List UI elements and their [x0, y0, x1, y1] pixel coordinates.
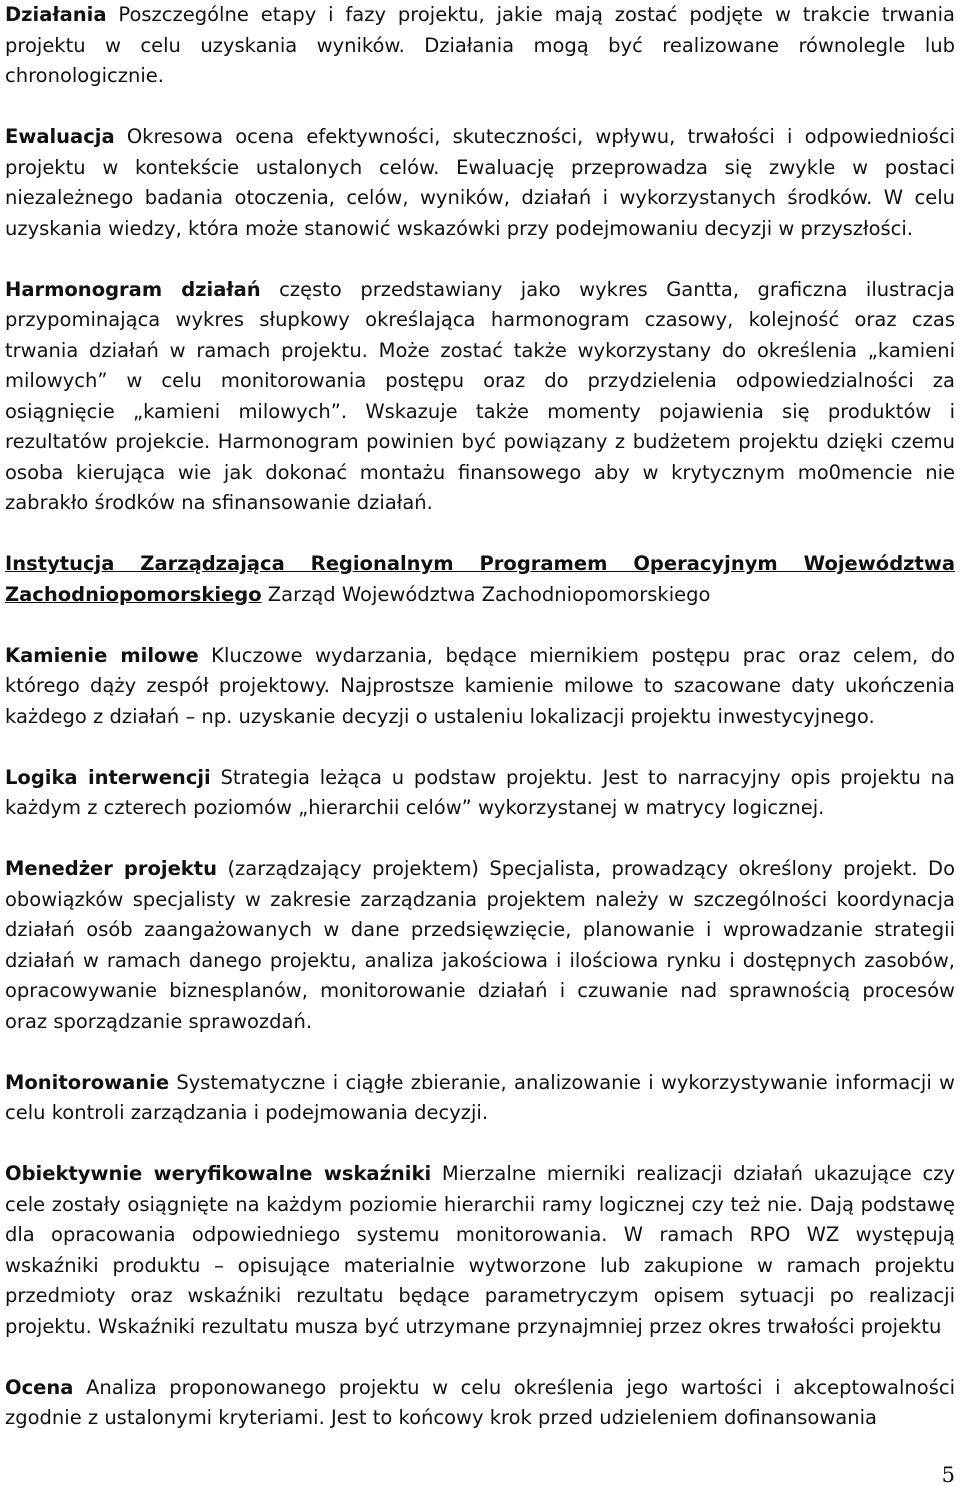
entry-ocena — [5, 1373, 955, 1434]
entry-term: Logika interwencji — [5, 765, 211, 789]
entry-term: Ewaluacja — [5, 125, 115, 148]
entry-definition: Mierzalne mierniki realizacji działań ukazujące czy cele zostały osiągnięte na każdym poziomie hierarchii ramy logicznej czy też nie. Dają podstawę dla opracowania odpowiedniego systemu monitorowania. W ramach RPO WZ występują wskaźniki produktu – opisujące materialnie wytworzone lub zakupione w ramach projektu przedmioty oraz wskaźniki rezultatu będące parametryczym opisem sytuacji po realizacji projektu. Wskaźniki rezultatu musza być utrzymane przynajmniej przez okres trwałości projektu — [5, 1162, 955, 1338]
entry-logika-interwencji — [5, 763, 955, 824]
entry-ewaluacja — [5, 122, 955, 244]
entry-instytucja-zarzadzajaca — [5, 549, 955, 610]
entry-term: Monitorowanie — [5, 1070, 170, 1094]
entry-definition: Zarząd Województwa Zachodniopomorskiego — [267, 582, 711, 606]
document-page — [5, 0, 955, 1464]
entry-term: Menedżer projektu — [5, 857, 217, 880]
entry-definition: (zarządzający projektem) Specjalista, prowadzący określony projekt. Do obowiązków specjalisty w zakresie zarządzania projektem należy w szczególności koordynacja działań osób zaangażowanych w dane przedsięwzięcie, planowanie i wprowadzanie strategii działań w ramach danego projektu, analiza jakościowa i ilościowa rynku i dostępnych zasobów, opracowywanie biznesplanów, monitorowanie działań i czuwanie nad sprawnością procesów oraz sporządzanie sprawozdań. — [5, 857, 955, 1033]
entry-dzialania — [5, 0, 955, 92]
entry-term: Obiektywnie weryfikowalne wskaźniki — [5, 1162, 432, 1185]
entry-kamienie-milowe — [5, 641, 955, 733]
entry-term: Kamienie milowe — [5, 643, 199, 667]
page-number: 5 — [941, 1463, 955, 1487]
entry-definition: często przedstawiany jako wykres Gantta, graficzna ilustracja przypominająca wykres słupkowy określająca harmonogram czasowy, kolejność oraz czas trwania działań w ramach projektu. Może zostać także wykorzystany do określenia „kamieni milowych” w celu monitorowania postępu oraz do przydzielenia odpowiedzialności za osiągnięcie „kamieni milowych”. Wskazuje także momenty pojawienia się produktów i rezultatów projekcie. Harmonogram powinien być powiązany z budżetem projektu dzięki czemu osoba kierująca wie jak dokonać montażu finansowego aby w krytycznym mo0mencie nie zabrakło środków na sfinansowanie działań. — [5, 277, 955, 514]
entry-definition: Poszczególne etapy i fazy projektu, jakie mają zostać podjęte w trakcie trwania projektu w celu uzyskania wyników. Działania mogą być realizowane równolegle lub chronologicznie. — [5, 3, 956, 87]
entry-term: Ocena — [5, 1375, 74, 1399]
entry-definition: Systematyczne i ciągłe zbieranie, analizowanie i wykorzystywanie informacji w celu kontroli zarządzania i podejmowania decyzji. — [5, 1070, 955, 1124]
entry-term: Działania — [5, 3, 107, 26]
entry-term: Harmonogram działań — [5, 277, 261, 301]
entry-definition: Kluczowe wydarzania, będące miernikiem postępu prac oraz celem, do którego dąży zespół projektowy. Najprostsze kamienie milowe to szacowane daty ukończenia każdego z działań – np. uzyskanie decyzji o ustaleniu lokalizacji projektu inwestycyjnego. — [5, 643, 956, 728]
entry-harmonogram-dzialan — [5, 275, 955, 519]
entry-definition: Okresowa ocena efektywności, skuteczności, wpływu, trwałości i odpowiedniości projektu w kontekście ustalonych celów. Ewaluację przeprowadza się zwykle w postaci niezależnego badania otoczenia, celów, wyników, działań i wykorzystanych środków. W celu uzyskania wiedzy, która może stanowić wskazówki przy podejmowaniu decyzji w przyszłości. — [5, 125, 955, 240]
entry-menedzer-projektu — [5, 854, 955, 1037]
entry-definition: Strategia leżąca u podstaw projektu. Jest to narracyjny opis projektu na każdym z czterech poziomów „hierarchii celów” wykorzystanej w matrycy logicznej. — [5, 765, 955, 819]
entry-definition: Analiza proponowanego projektu w celu określenia jego wartości i akceptowalności zgodnie z ustalonymi kryteriami. Jest to końcowy krok przed udzieleniem dofinansowania — [5, 1375, 956, 1429]
entry-obiektywnie-weryfikowalne-wskazniki — [5, 1159, 955, 1342]
entry-term: Instytucja Zarządzająca Regionalnym Programem Operacyjnym Województwa Zachodniopomorskiego — [5, 552, 955, 606]
entry-monitorowanie — [5, 1068, 955, 1129]
